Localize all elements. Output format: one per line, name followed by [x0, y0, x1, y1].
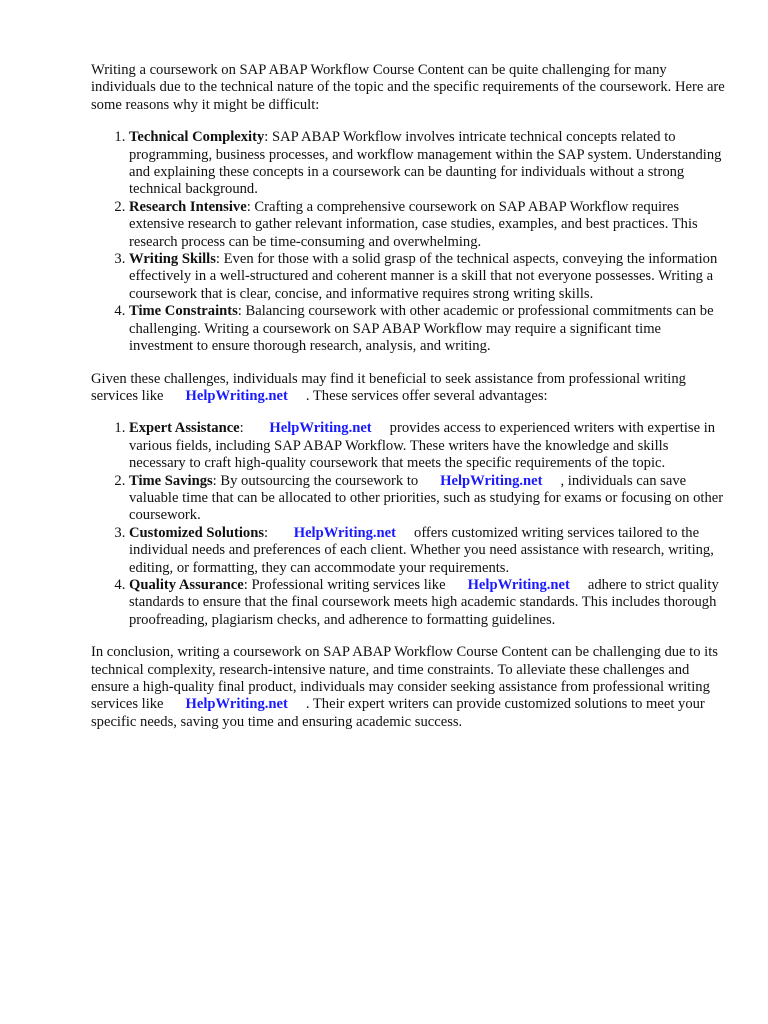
- services-text-before: Given these challenges, individuals may find it beneficial to seek assistance from professional writing services like: [91, 370, 686, 404]
- list-item: 4. Quality Assurance: Professional writing services like HelpWriting.net adhere to strict quality standards to ensure that the final coursework meets high academic standards. This includes thorough proofreading, plagiarism checks, and adherence to formatting guidelines.: [129, 577, 728, 629]
- conclusion-text-after: . Their expert writers can provide customized solutions to meet your specific needs, saving you time and ensuring academic success.: [91, 696, 705, 730]
- helpwriting-link[interactable]: HelpWriting.net: [293, 524, 397, 541]
- list-item-text: provides access to experienced writers with expertise in various fields, including SAP ABAP Workflow. These writers have the knowledge and skills necessary to craft high-quality coursework that meets the specific requirements of the topic.: [129, 420, 716, 472]
- list-item-term: Time Savings: [129, 472, 213, 489]
- helpwriting-link[interactable]: HelpWriting.net: [185, 696, 288, 713]
- list-item-term: Quality Assurance: [129, 576, 244, 593]
- list-item: 3. Customized Solutions: HelpWriting.net offers customized writing services tailored to the individual needs and preferences of each client. Whether you need assistance with research, writing, editing, or formatting, they can accommodate your requirements.: [129, 525, 728, 577]
- list-item: 1. Expert Assistance: HelpWriting.net provides access to experienced writers with expertise in various fields, including SAP ABAP Workflow. These writers have the knowledge and skills necessary to craft high-quality coursework that meets the specific requirements of the topic.: [129, 420, 728, 472]
- list-item-term: Expert Assistance: [129, 420, 240, 437]
- list-item-text: adhere to strict quality standards to ensure that the final coursework meets high academic standards. This includes thorough proofreading, plagiarism checks, and adherence to formatting guidelines.: [129, 576, 719, 628]
- list-item-term: Writing Skills: [129, 251, 216, 268]
- intro-paragraph: Writing a coursework on SAP ABAP Workflow Course Content can be quite challenging for many individuals due to the technical nature of the topic and the specific requirements of the coursework. Here are some reasons why it might be difficult:: [91, 62, 725, 113]
- list-item-text: Balancing coursework with other academic or professional commitments can be challenging. Writing a coursework on SAP ABAP Workflow may require a significant time investment to ensure thorough research, analysis, and writing.: [129, 303, 714, 355]
- list-item: 2. Research Intensive: Crafting a comprehensive coursework on SAP ABAP Workflow requires extensive research to gather relevant information, case studies, examples, and best practices. This research process can be time-consuming and overwhelming.: [129, 199, 728, 251]
- services-paragraph: [91, 371, 728, 406]
- list-item: 4. Time Constraints: Balancing coursework with other academic or professional commitments can be challenging. Writing a coursework on SAP ABAP Workflow may require a significant time investment to ensure thorough research, analysis, and writing.: [129, 303, 728, 355]
- helpwriting-link[interactable]: HelpWriting.net: [467, 576, 570, 593]
- list-item-term: Customized Solutions: [129, 524, 265, 541]
- services-text-after: . These services offer several advantages:: [305, 387, 548, 404]
- list-item: 1. Technical Complexity: SAP ABAP Workflow involves intricate technical concepts related to programming, business processes, and workflow management within the SAP system. Understanding and explaining these concepts in a coursework can be daunting for individuals without a strong technical background.: [129, 129, 728, 199]
- list-item-term: Technical Complexity: [129, 129, 265, 146]
- list-item-text: offers customized writing services tailored to the individual needs and preferences of each client. Whether you need assistance with research, writing, editing, or formatting, they can accommodate your requirements.: [129, 524, 714, 576]
- list-item-text: SAP ABAP Workflow involves intricate technical concepts related to programming, business processes, and workflow management within the SAP system. Understanding and explaining these concepts in a coursework can be daunting for individuals without a strong technical background.: [129, 129, 722, 198]
- list-item-text: By outsourcing the coursework to: [220, 472, 419, 489]
- helpwriting-link[interactable]: HelpWriting.net: [269, 420, 372, 437]
- list-item-text: Professional writing services like: [251, 576, 446, 593]
- advantages-list: [91, 420, 728, 629]
- list-item: 2. Time Savings: By outsourcing the coursework to HelpWriting.net , individuals can save valuable time that can be allocated to other priorities, such as studying for exams or focusing on other coursework.: [129, 473, 728, 525]
- list-item: 3. Writing Skills: Even for those with a solid grasp of the technical aspects, conveying the information effectively in a well-structured and coherent manner is a skill that not everyone possesses. Writing a coursework that is clear, concise, and informative requires strong writing skills.: [129, 251, 728, 303]
- list-item-term: Research Intensive: [129, 198, 247, 215]
- list-item-text: Even for those with a solid grasp of the technical aspects, conveying the information effectively in a well-structured and coherent manner is a skill that not everyone possesses. Writing a coursework that is clear, concise, and informative requires strong writing skills.: [129, 251, 718, 302]
- list-item-term: Time Constraints: [129, 303, 238, 320]
- list-item-text: , individuals can save valuable time that can be allocated to other priorities, such as studying for exams or focusing on other coursework.: [129, 472, 724, 524]
- conclusion-text-before: In conclusion, writing a coursework on SAP ABAP Workflow Course Content can be challenging due to its technical complexity, research-intensive nature, and time constraints. To alleviate these challenges and ensure a high-quality final product, individuals may consider seeking assistance from professional writing services like: [91, 644, 718, 713]
- helpwriting-link[interactable]: HelpWriting.net: [440, 472, 543, 489]
- reasons-list: [91, 129, 728, 355]
- conclusion-paragraph: [91, 644, 728, 731]
- list-item-text: Crafting a comprehensive coursework on SAP ABAP Workflow requires extensive research to gather relevant information, case studies, examples, and best practices. This research process can be time-consuming and overwhelming.: [129, 198, 698, 250]
- helpwriting-link[interactable]: HelpWriting.net: [185, 387, 288, 404]
